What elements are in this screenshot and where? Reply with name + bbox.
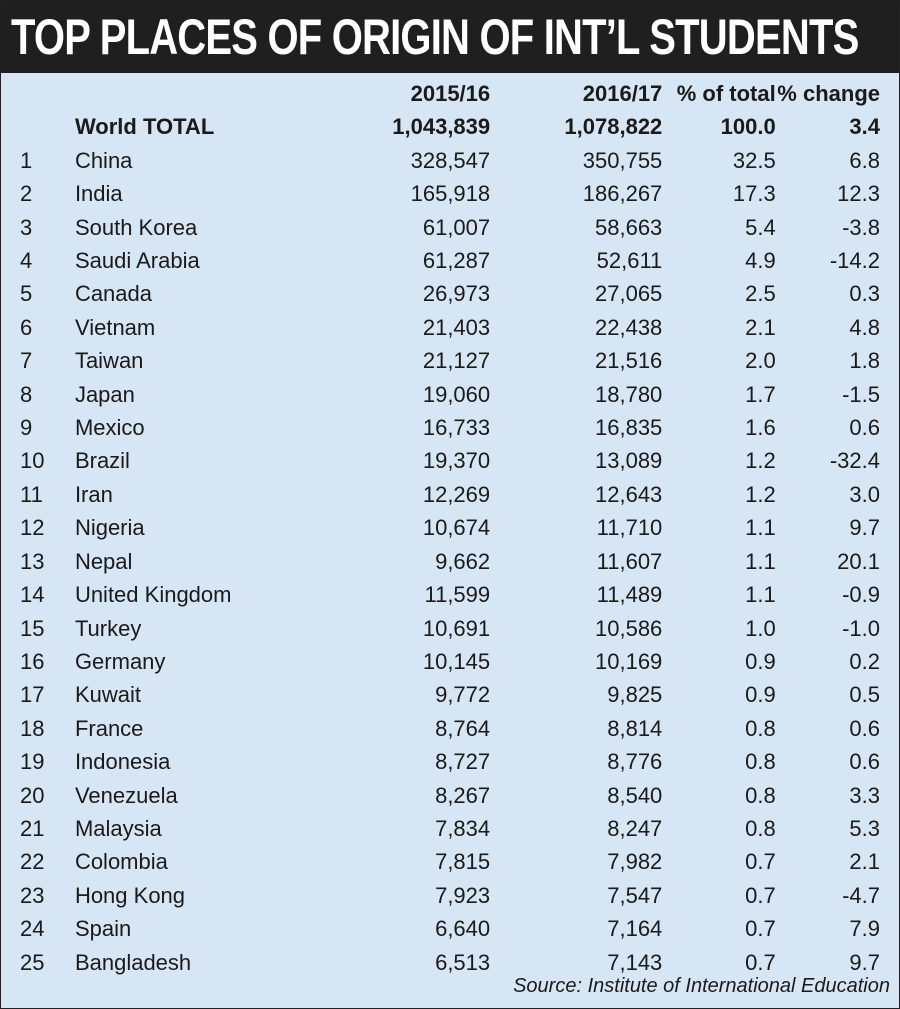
cell-2016: 16,835 <box>595 415 663 441</box>
cell-rank: 10 <box>20 448 45 474</box>
table-row <box>0 879 900 912</box>
cell-rank: 19 <box>20 749 45 775</box>
cell-2016: 8,247 <box>607 815 663 841</box>
cell-country: Japan <box>74 381 135 407</box>
cell-2015: 21,127 <box>422 348 491 374</box>
page-title: TOP PLACES OF ORIGIN OF INT’L STUDENTS <box>11 9 859 65</box>
cell-2016: 350,755 <box>582 147 663 173</box>
cell-pct-change: -3.8 <box>842 214 880 240</box>
cell-2016: 11,607 <box>596 548 663 574</box>
cell-2015: 7,815 <box>435 849 491 875</box>
cell-rank: 25 <box>20 949 45 975</box>
cell-country: United Kingdom <box>74 582 232 608</box>
cell-2016: 186,267 <box>582 181 663 207</box>
cell-country: India <box>74 181 123 207</box>
cell-2015: 10,674 <box>422 515 491 541</box>
cell-pct-total: 0.7 <box>745 949 776 975</box>
cell-2016: 12,643 <box>595 481 663 507</box>
cell-country: Germany <box>74 648 166 674</box>
table-row <box>0 378 900 411</box>
cell-pct-change: 6.8 <box>849 147 880 173</box>
cell-country: Venezuela <box>74 782 178 808</box>
total-name: World TOTAL <box>74 114 215 140</box>
cell-country: Iran <box>74 481 113 507</box>
table-row <box>0 277 900 310</box>
cell-pct-change: 0.6 <box>849 415 880 441</box>
cell-pct-change: 1.8 <box>849 348 880 374</box>
cell-rank: 2 <box>20 181 33 207</box>
cell-2015: 10,691 <box>422 615 491 641</box>
cell-pct-total: 1.1 <box>745 515 776 541</box>
cell-2016: 9,825 <box>607 682 663 708</box>
cell-pct-change: 3.3 <box>849 782 880 808</box>
cell-2016: 8,814 <box>607 715 663 741</box>
total-pct-total: 100.0 <box>720 114 776 140</box>
cell-rank: 12 <box>20 515 45 541</box>
cell-country: France <box>74 715 144 741</box>
cell-rank: 22 <box>20 849 45 875</box>
col-header-pct-total: % of total <box>676 81 776 106</box>
cell-rank: 13 <box>20 548 45 574</box>
cell-rank: 8 <box>20 381 33 407</box>
cell-rank: 1 <box>20 147 33 173</box>
cell-pct-change: 2.1 <box>849 849 880 875</box>
cell-pct-total: 17.3 <box>732 181 776 207</box>
cell-rank: 6 <box>20 314 33 340</box>
cell-2015: 9,662 <box>435 548 491 574</box>
cell-2016: 7,143 <box>607 949 663 975</box>
cell-pct-total: 32.5 <box>732 147 776 173</box>
source-note: Source: Institute of International Education <box>513 975 890 997</box>
total-row <box>0 110 900 143</box>
cell-pct-change: 0.5 <box>849 682 880 708</box>
cell-pct-total: 5.4 <box>745 214 776 240</box>
cell-rank: 24 <box>20 916 45 942</box>
cell-2016: 7,164 <box>607 916 663 942</box>
cell-2015: 8,267 <box>435 782 491 808</box>
table-row <box>0 745 900 778</box>
cell-2015: 21,403 <box>422 314 491 340</box>
cell-pct-total: 1.6 <box>745 415 776 441</box>
cell-rank: 4 <box>20 248 33 274</box>
cell-country: China <box>74 147 133 173</box>
cell-country: Hong Kong <box>74 882 186 908</box>
cell-pct-change: -1.0 <box>842 615 880 641</box>
cell-2015: 26,973 <box>422 281 491 307</box>
cell-pct-change: 7.9 <box>849 916 880 942</box>
cell-2016: 8,776 <box>607 749 663 775</box>
cell-pct-total: 0.9 <box>745 682 776 708</box>
cell-pct-total: 0.8 <box>745 749 776 775</box>
cell-rank: 23 <box>20 882 45 908</box>
total-2015: 1,043,839 <box>392 114 491 140</box>
cell-2015: 19,060 <box>422 381 491 407</box>
cell-2015: 165,918 <box>410 181 491 207</box>
cell-pct-change: 9.7 <box>849 949 880 975</box>
cell-rank: 15 <box>20 615 45 641</box>
table-row <box>0 244 900 277</box>
cell-pct-total: 1.7 <box>745 381 776 407</box>
cell-pct-total: 0.7 <box>745 849 776 875</box>
cell-rank: 20 <box>20 782 45 808</box>
total-2016: 1,078,822 <box>564 114 663 140</box>
total-rank <box>0 110 75 143</box>
cell-2016: 22,438 <box>595 314 663 340</box>
cell-country: Vietnam <box>74 314 156 340</box>
cell-rank: 21 <box>20 815 45 841</box>
col-header-rank <box>0 77 75 110</box>
table-row <box>0 946 900 979</box>
cell-pct-total: 0.7 <box>745 916 776 942</box>
table-row <box>0 545 900 578</box>
table-row <box>0 845 900 878</box>
cell-country: Bangladesh <box>74 949 192 975</box>
data-table <box>0 77 900 979</box>
cell-2015: 7,923 <box>435 882 491 908</box>
cell-pct-total: 2.1 <box>745 314 776 340</box>
cell-2016: 7,982 <box>607 849 663 875</box>
table-row <box>0 678 900 711</box>
table-row <box>0 511 900 544</box>
cell-pct-change: -4.7 <box>842 882 880 908</box>
cell-pct-total: 0.8 <box>745 715 776 741</box>
cell-2015: 6,513 <box>435 949 491 975</box>
cell-rank: 16 <box>20 648 45 674</box>
cell-2015: 11,599 <box>424 582 491 608</box>
col-header-name <box>75 77 338 110</box>
cell-country: Nepal <box>74 548 133 574</box>
cell-country: Turkey <box>74 615 142 641</box>
cell-country: Kuwait <box>74 682 141 708</box>
cell-2015: 328,547 <box>410 147 491 173</box>
cell-2015: 12,269 <box>422 481 491 507</box>
cell-pct-change: 12.3 <box>837 181 880 207</box>
cell-country: Indonesia <box>74 749 171 775</box>
cell-2016: 11,710 <box>596 515 663 541</box>
cell-rank: 11 <box>20 481 43 507</box>
col-header-2016: 2016/17 <box>582 81 663 106</box>
cell-pct-total: 4.9 <box>745 248 776 274</box>
table-row <box>0 578 900 611</box>
cell-2016: 10,586 <box>595 615 663 641</box>
cell-pct-total: 0.8 <box>745 815 776 841</box>
cell-rank: 5 <box>20 281 33 307</box>
cell-country: Spain <box>74 916 132 942</box>
cell-rank: 18 <box>20 715 45 741</box>
cell-country: Colombia <box>74 849 168 875</box>
cell-pct-change: 0.2 <box>849 648 880 674</box>
cell-2015: 61,007 <box>422 214 491 240</box>
table-row <box>0 812 900 845</box>
cell-pct-total: 1.1 <box>745 548 776 574</box>
cell-2015: 16,733 <box>422 415 491 441</box>
cell-pct-change: -0.9 <box>842 582 880 608</box>
cell-pct-change: 0.3 <box>849 281 880 307</box>
col-header-pct-change: % change <box>777 81 880 106</box>
table-row <box>0 411 900 444</box>
cell-2016: 8,540 <box>607 782 663 808</box>
cell-2016: 11,489 <box>596 582 663 608</box>
cell-2015: 10,145 <box>422 648 491 674</box>
cell-pct-change: -1.5 <box>842 381 880 407</box>
header-row <box>0 77 900 110</box>
table-row <box>0 912 900 945</box>
cell-pct-total: 0.7 <box>745 882 776 908</box>
cell-country: Canada <box>74 281 153 307</box>
cell-pct-total: 0.8 <box>745 782 776 808</box>
cell-pct-change: 4.8 <box>849 314 880 340</box>
cell-country: Saudi Arabia <box>74 248 200 274</box>
table-row <box>0 712 900 745</box>
cell-pct-total: 1.0 <box>745 615 776 641</box>
cell-country: Nigeria <box>74 515 145 541</box>
col-header-2015: 2015/16 <box>410 81 491 106</box>
cell-2016: 21,516 <box>595 348 663 374</box>
table-row <box>0 311 900 344</box>
cell-2015: 6,640 <box>435 916 491 942</box>
table-row <box>0 344 900 377</box>
table-row <box>0 177 900 210</box>
cell-country: Mexico <box>74 415 145 441</box>
cell-2016: 13,089 <box>595 448 663 474</box>
cell-2016: 7,547 <box>607 882 663 908</box>
cell-2015: 19,370 <box>422 448 491 474</box>
cell-country: Brazil <box>74 448 130 474</box>
cell-2015: 8,727 <box>435 749 491 775</box>
cell-rank: 17 <box>20 682 45 708</box>
total-pct-change: 3.4 <box>849 114 880 140</box>
table-row <box>0 144 900 177</box>
cell-pct-total: 1.1 <box>745 582 776 608</box>
cell-2015: 9,772 <box>435 682 491 708</box>
cell-2015: 7,834 <box>435 815 491 841</box>
cell-2015: 8,764 <box>435 715 491 741</box>
cell-country: South Korea <box>74 214 198 240</box>
cell-2016: 10,169 <box>595 648 663 674</box>
cell-pct-change: 9.7 <box>849 515 880 541</box>
cell-pct-total: 2.0 <box>745 348 776 374</box>
table-row <box>0 211 900 244</box>
table-row <box>0 478 900 511</box>
cell-country: Malaysia <box>74 815 162 841</box>
table-row <box>0 779 900 812</box>
cell-2016: 52,611 <box>596 248 663 274</box>
cell-rank: 3 <box>20 214 33 240</box>
cell-pct-change: 3.0 <box>849 481 880 507</box>
cell-rank: 9 <box>20 415 33 441</box>
cell-pct-change: -32.4 <box>829 448 880 474</box>
cell-rank: 7 <box>20 348 33 374</box>
cell-pct-change: 0.6 <box>849 715 880 741</box>
cell-rank: 14 <box>20 582 45 608</box>
cell-pct-total: 1.2 <box>745 481 776 507</box>
cell-2015: 61,287 <box>422 248 491 274</box>
cell-pct-change: 5.3 <box>849 815 880 841</box>
cell-pct-total: 2.5 <box>745 281 776 307</box>
cell-pct-total: 1.2 <box>745 448 776 474</box>
table-row <box>0 645 900 678</box>
cell-pct-change: 20.1 <box>837 548 880 574</box>
cell-pct-change: 0.6 <box>849 749 880 775</box>
cell-pct-total: 0.9 <box>745 648 776 674</box>
table-row <box>0 612 900 645</box>
title-bar <box>1 1 899 73</box>
cell-2016: 27,065 <box>595 281 663 307</box>
table-row <box>0 444 900 477</box>
cell-2016: 18,780 <box>595 381 663 407</box>
cell-pct-change: -14.2 <box>829 248 880 274</box>
cell-country: Taiwan <box>74 348 144 374</box>
cell-2016: 58,663 <box>595 214 663 240</box>
